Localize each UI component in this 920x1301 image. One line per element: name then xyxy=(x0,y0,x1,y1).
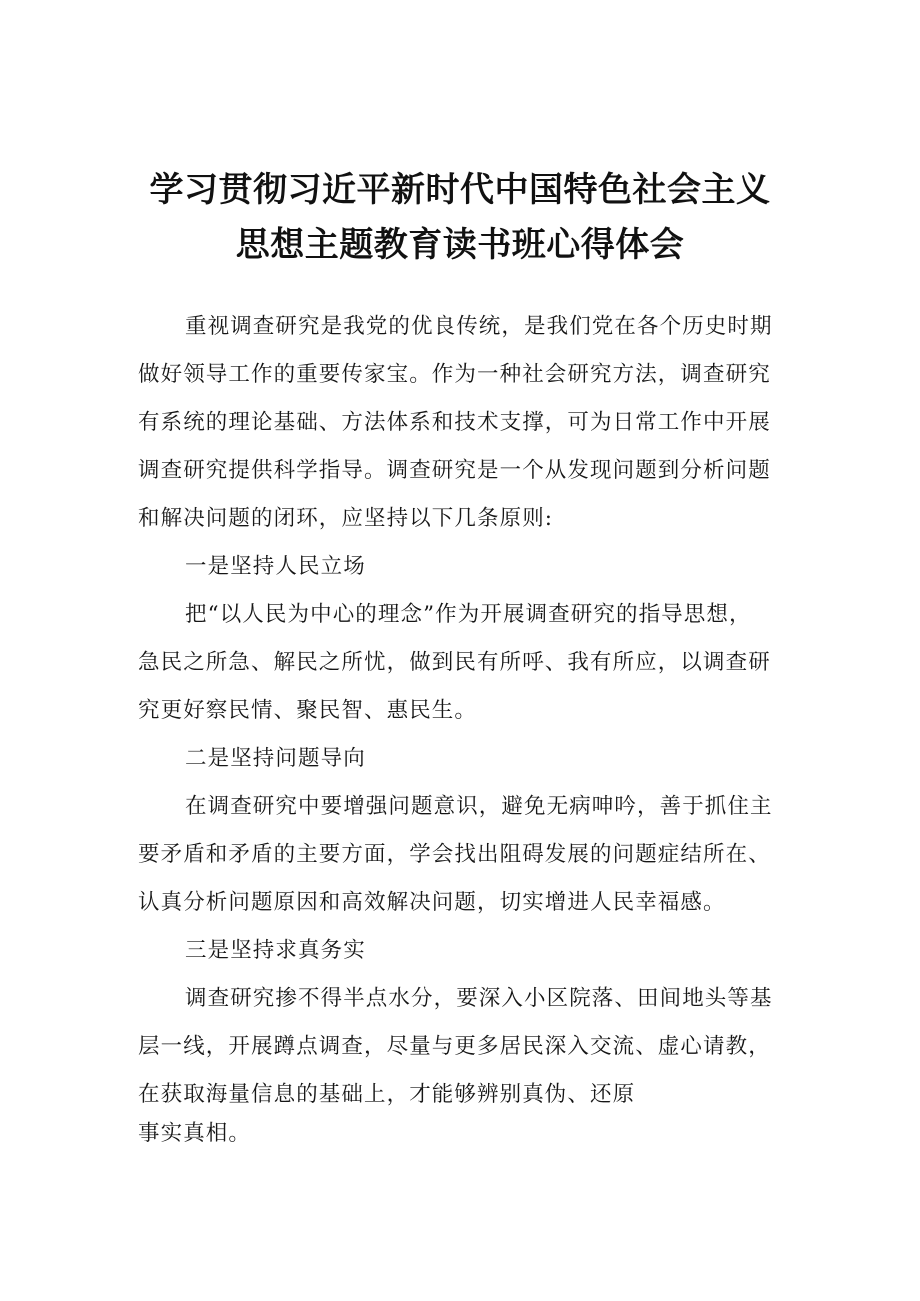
section-heading-1: 一是坚持人民立场 xyxy=(185,554,366,579)
paragraph-3-line-2: 要矛盾和矛盾的主要方面，学会找出阻碍发展的问题症结所在、 xyxy=(138,842,771,867)
paragraph-2-line-1: 把“以人民为中心的理念”作为开展调查研究的指导思想， xyxy=(185,602,752,627)
paragraph-3-line-1: 在调查研究中要增强问题意识，避免无病呻吟，善于抓住主 xyxy=(185,794,773,819)
paragraph-4-line-1: 调查研究掺不得半点水分，要深入小区院落、田间地头等基 xyxy=(185,986,773,1011)
title-line-2: 思想主题教育读书班心得体会 xyxy=(235,225,685,265)
section-heading-3: 三是坚持求真务实 xyxy=(185,938,366,963)
paragraph-4-line-3: 在获取海量信息的基础上，才能够辨别真伪、还原 xyxy=(138,1082,636,1107)
section-heading-2: 二是坚持问题导向 xyxy=(185,746,366,771)
paragraph-1-line-1: 重视调查研究是我党的优良传统，是我们党在各个历史时期 xyxy=(185,314,773,339)
paragraph-4-line-4: 事实真相。 xyxy=(138,1121,252,1146)
title-line-1: 学习贯彻习近平新时代中国特色社会主义 xyxy=(149,170,771,210)
paragraph-3-line-3: 认真分析问题原因和高效解决问题，切实增进人民幸福感。 xyxy=(138,890,726,915)
paragraph-4-line-2: 层一线，开展蹲点调查，尽量与更多居民深入交流、虚心请教， xyxy=(138,1034,771,1059)
paragraph-1-line-5: 和解决问题的闭环，应坚持以下几条原则: xyxy=(138,506,554,531)
paragraph-1-line-2: 做好领导工作的重要传家宝。作为一种社会研究方法，调查研究 xyxy=(138,362,771,387)
paragraph-1-line-3: 有系统的理论基础、方法体系和技术支撑，可为日常工作中开展 xyxy=(138,410,771,435)
paragraph-2-line-2: 急民之所急、解民之所忧，做到民有所呼、我有所应，以调查研 xyxy=(138,650,771,675)
paragraph-1-line-4: 调查研究提供科学指导。调查研究是一个从发现问题到分析问题 xyxy=(138,458,771,483)
paragraph-2-line-3: 究更好察民情、聚民智、惠民生。 xyxy=(138,698,478,723)
